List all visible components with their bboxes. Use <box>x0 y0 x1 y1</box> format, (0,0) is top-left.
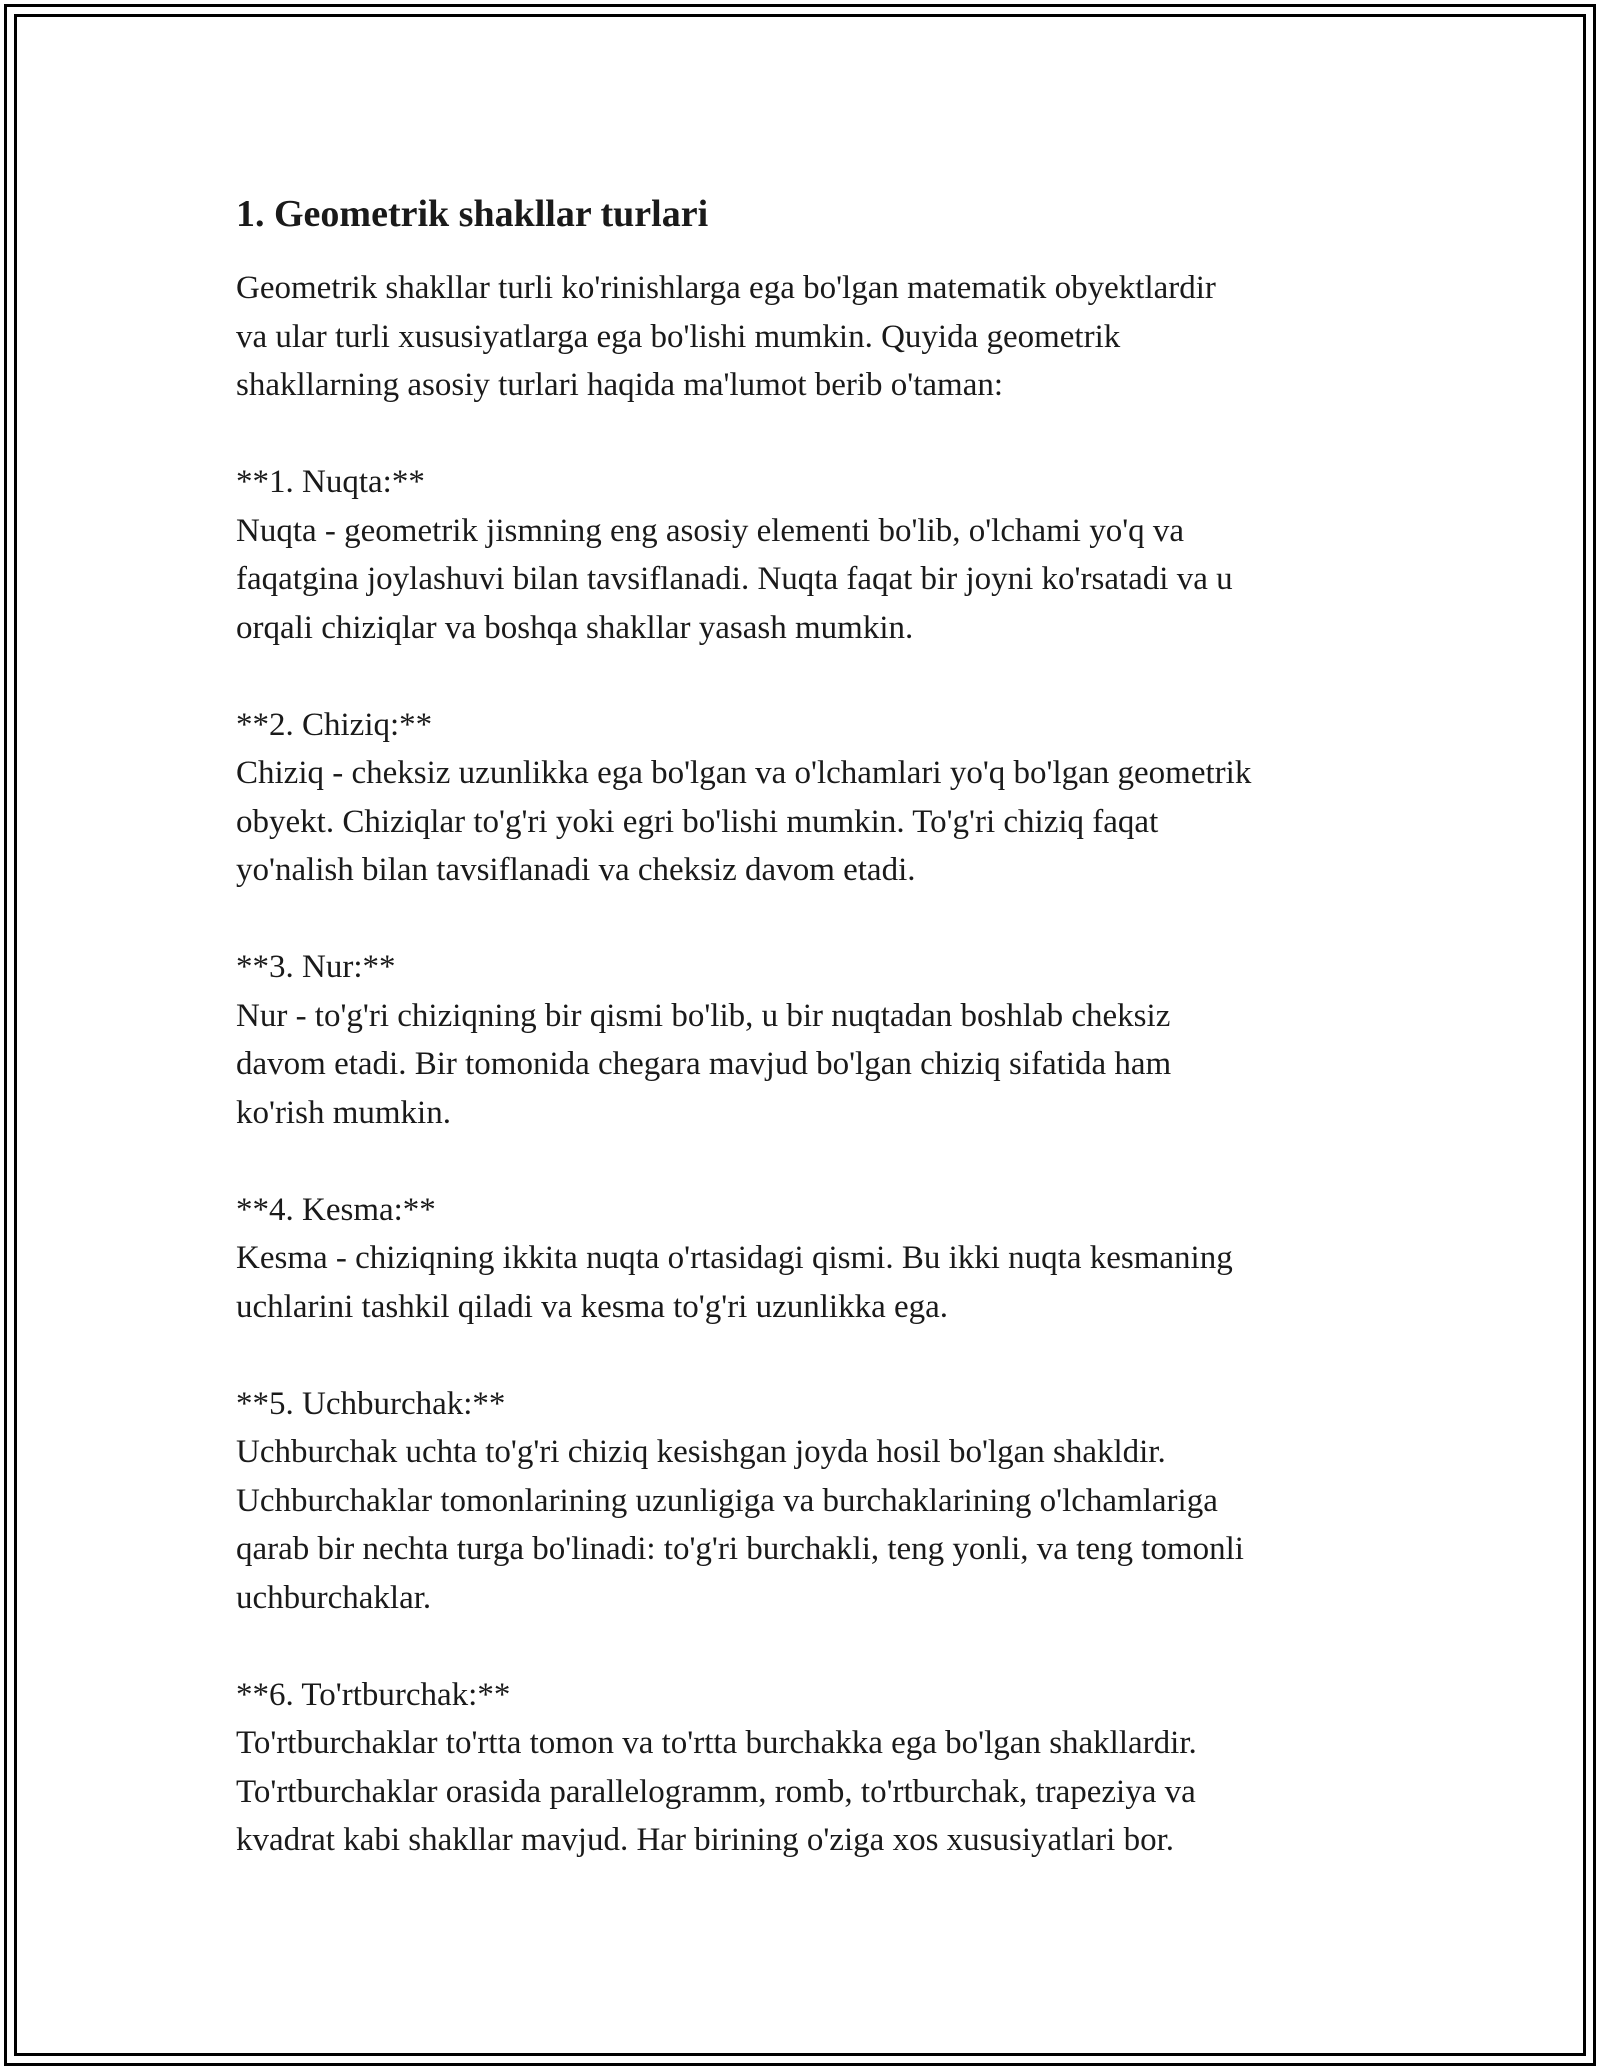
section-kesma <box>236 1186 1376 1332</box>
section-body: To'rtburchaklar to'rtta tomon va to'rtta burchakka ega bo'lgan shakllardir. To'rtburchaklar orasida parallelogramm, romb, to'rtburchak, trapeziya va kvadrat kabi shakllar mavjud. Har birining o'ziga xos xususiyatlari bor. <box>236 1725 1197 1858</box>
section-body: Nuqta - geometrik jismning eng asosiy elementi bo'lib, o'lchami yo'q va faqatgina joylashuvi bilan tavsiflanadi. Nuqta faqat bir joyni ko'rsatadi va u orqali chiziqlar va boshqa shakllar yasash mumkin. <box>236 512 1233 646</box>
section-heading: **1. Nuqta:** <box>236 464 425 500</box>
document-page <box>236 188 1376 1865</box>
document-title: 1. Geometrik shakllar turlari <box>236 193 709 235</box>
section-heading: **5. Uchburchak:** <box>236 1385 506 1422</box>
spacer <box>236 895 1376 944</box>
intro-paragraph: Geometrik shakllar turli ko'rinishlarga ega bo'lgan matematik obyektlardir va ular turli xususiyatlarga ega bo'lishi mumkin. Quyida geometrik shakllarning asosiy turlari haqida ma'lumot berib o'taman: <box>236 270 1216 403</box>
section-nuqta <box>236 458 1376 652</box>
spacer <box>236 1331 1376 1380</box>
spacer <box>236 410 1376 459</box>
section-tortburchak <box>236 1671 1376 1865</box>
section-body: Uchburchak uchta to'g'ri chiziq kesishgan joyda hosil bo'lgan shakldir. Uchburchaklar tomonlarining uzunligiga va burchaklarining o'lchamlariga qarab bir nechta turga bo'linadi: to'g'ri burchakli, teng yonli, va teng tomonli uchburchaklar. <box>236 1434 1244 1616</box>
spacer <box>236 1137 1376 1186</box>
section-nur <box>236 943 1376 1137</box>
section-body: Chiziq - cheksiz uzunlikka ega bo'lgan va o'lchamlari yo'q bo'lgan geometrik obyekt. Chiziqlar to'g'ri yoki egri bo'lishi mumkin. To'g'ri chiziq faqat yo'nalish bilan tavsiflanadi va cheksiz davom etadi. <box>236 755 1252 888</box>
section-heading: **4. Kesma:** <box>236 1191 436 1228</box>
section-heading: **3. Nur:** <box>236 949 396 985</box>
spacer <box>236 652 1376 701</box>
section-heading: **2. Chiziq:** <box>236 706 433 743</box>
section-body: Kesma - chiziqning ikkita nuqta o'rtasidagi qismi. Bu ikki nuqta kesmaning uchlarini tashkil qiladi va kesma to'g'ri uzunlikka ega. <box>236 1240 1233 1325</box>
section-uchburchak <box>236 1380 1376 1623</box>
spacer <box>236 1622 1376 1671</box>
section-chiziq <box>236 701 1376 895</box>
section-heading: **6. To'rtburchak:** <box>236 1676 511 1713</box>
section-body: Nur - to'g'ri chiziqning bir qismi bo'lib, u bir nuqtadan boshlab cheksiz davom etadi. Bir tomonida chegara mavjud bo'lgan chiziq sifatida ham ko'rish mumkin. <box>236 997 1172 1131</box>
